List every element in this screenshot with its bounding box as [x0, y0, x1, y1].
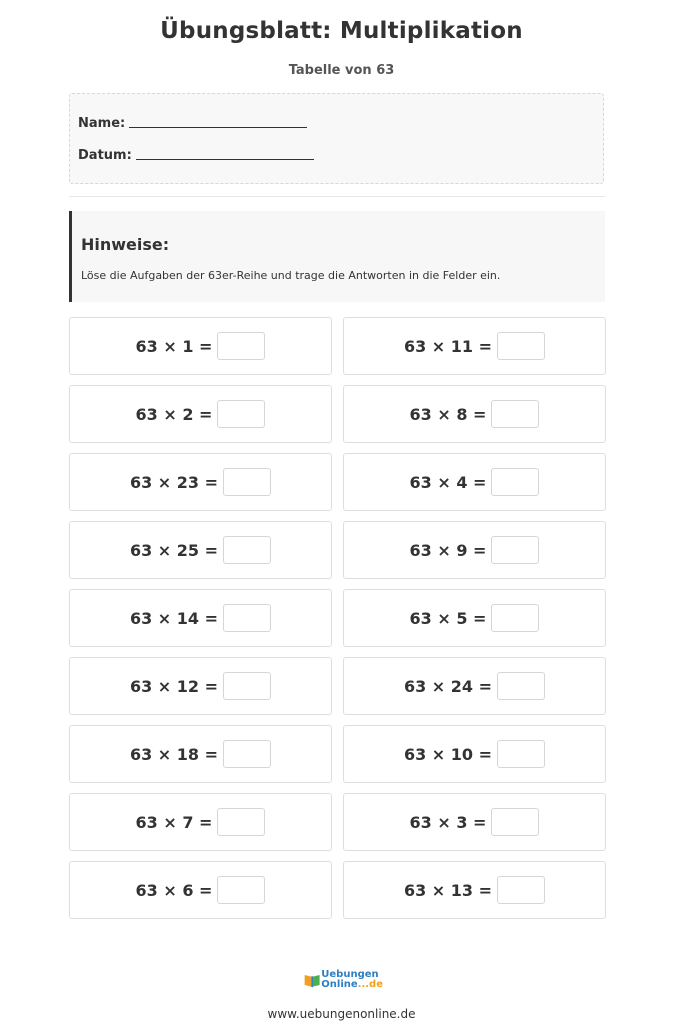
problem-card	[69, 657, 332, 715]
problem-card	[69, 861, 332, 919]
problem-expression: 63 × 6 =	[135, 880, 213, 900]
logo-line2	[321, 980, 383, 990]
problem-expression: 63 × 25 =	[129, 540, 219, 560]
problem-expression: 63 × 1 =	[135, 336, 213, 356]
logo-line2-suffix: ...de	[357, 979, 383, 990]
problem-expression: 63 × 4 =	[409, 472, 487, 492]
name-label: Name:	[78, 116, 126, 131]
answer-field[interactable]	[217, 400, 265, 428]
answer-field[interactable]	[491, 400, 539, 428]
hint-box	[69, 211, 605, 302]
problem-card	[343, 589, 606, 647]
answer-field[interactable]	[497, 876, 545, 904]
hint-title: Hinweise:	[81, 235, 170, 254]
logo-line1: Uebungen	[321, 969, 379, 980]
problem-card	[69, 793, 332, 851]
name-line	[78, 116, 307, 131]
site-logo	[303, 967, 383, 993]
problem-card	[343, 725, 606, 783]
answer-field[interactable]	[217, 876, 265, 904]
problem-card	[343, 793, 606, 851]
problem-expression: 63 × 9 =	[409, 540, 487, 560]
answer-field[interactable]	[491, 468, 539, 496]
problem-card	[343, 521, 606, 579]
problem-expression: 63 × 13 =	[403, 880, 493, 900]
problem-card	[69, 589, 332, 647]
answer-field[interactable]	[491, 604, 539, 632]
book-icon	[303, 969, 321, 991]
problem-expression: 63 × 24 =	[403, 676, 493, 696]
problem-card	[343, 453, 606, 511]
answer-field[interactable]	[223, 536, 271, 564]
answer-field[interactable]	[217, 808, 265, 836]
student-info-box	[69, 93, 604, 184]
problem-expression: 63 × 10 =	[403, 744, 493, 764]
name-blank[interactable]	[129, 126, 307, 128]
page-subtitle: Tabelle von 63	[288, 63, 395, 78]
date-label: Datum:	[78, 148, 132, 163]
answer-field[interactable]	[223, 740, 271, 768]
answer-field[interactable]	[491, 808, 539, 836]
problem-expression: 63 × 14 =	[129, 608, 219, 628]
problem-grid	[69, 317, 606, 919]
page-title: Übungsblatt: Multiplikation	[160, 18, 523, 44]
problem-card	[69, 453, 332, 511]
problem-expression: 63 × 5 =	[409, 608, 487, 628]
problem-expression: 63 × 2 =	[135, 404, 213, 424]
divider	[69, 196, 605, 197]
footer-url[interactable]: www.uebungenonline.de	[267, 1007, 416, 1021]
problem-card	[69, 521, 332, 579]
problem-expression: 63 × 7 =	[135, 812, 213, 832]
logo-line2-main: Online	[321, 979, 358, 990]
answer-field[interactable]	[497, 740, 545, 768]
problem-card	[69, 725, 332, 783]
problem-expression: 63 × 3 =	[409, 812, 487, 832]
answer-field[interactable]	[223, 468, 271, 496]
problem-card	[343, 657, 606, 715]
problem-expression: 63 × 11 =	[403, 336, 493, 356]
hint-text: Löse die Aufgaben der 63er-Reihe und trage die Antworten in die Felder ein.	[81, 269, 501, 282]
answer-field[interactable]	[497, 332, 545, 360]
problem-expression: 63 × 12 =	[129, 676, 219, 696]
problem-card	[69, 385, 332, 443]
date-blank[interactable]	[136, 158, 314, 160]
answer-field[interactable]	[223, 672, 271, 700]
problem-expression: 63 × 18 =	[129, 744, 219, 764]
logo-text	[321, 970, 383, 990]
problem-card	[343, 385, 606, 443]
answer-field[interactable]	[497, 672, 545, 700]
date-line	[78, 148, 314, 163]
problem-card	[69, 317, 332, 375]
problem-expression: 63 × 8 =	[409, 404, 487, 424]
problem-expression: 63 × 23 =	[129, 472, 219, 492]
problem-card	[343, 317, 606, 375]
answer-field[interactable]	[491, 536, 539, 564]
answer-field[interactable]	[223, 604, 271, 632]
problem-card	[343, 861, 606, 919]
answer-field[interactable]	[217, 332, 265, 360]
